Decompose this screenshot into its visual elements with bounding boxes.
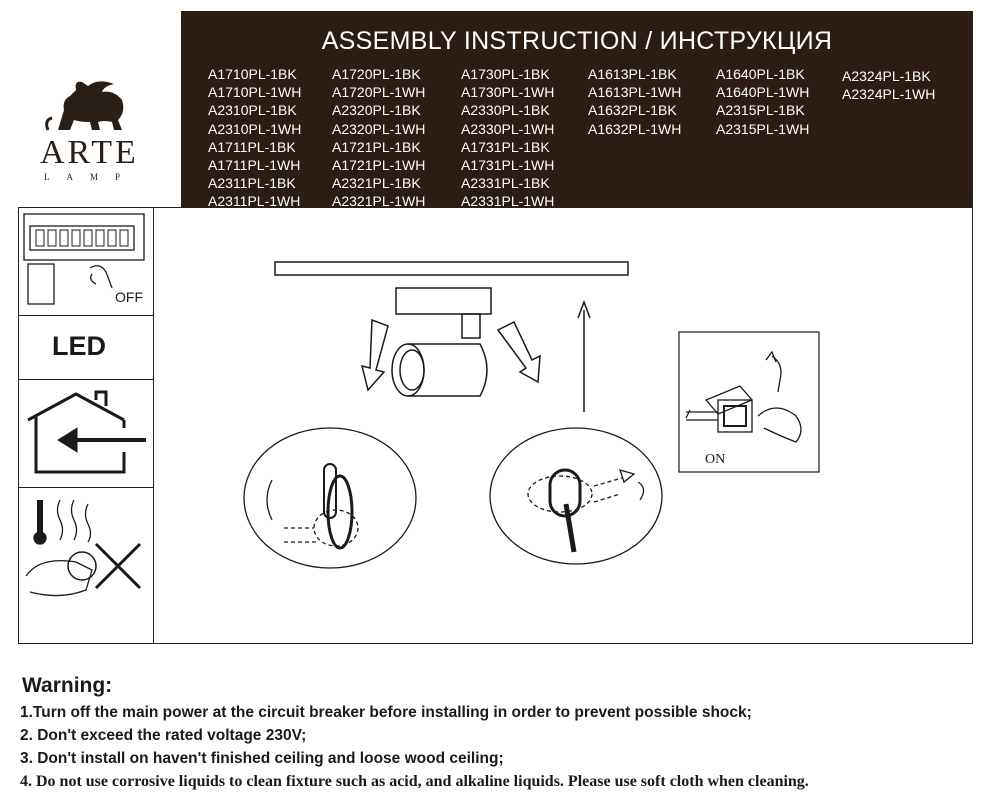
led-label: LED xyxy=(52,331,106,361)
model-code: A2321PL-1WH xyxy=(332,193,426,210)
model-code: A1720PL-1WH xyxy=(332,84,426,101)
brand-subtitle: LAMP xyxy=(44,172,138,182)
model-code: A1731PL-1WH xyxy=(461,157,555,174)
model-code: A2321PL-1BK xyxy=(332,175,421,192)
model-code: A2320PL-1BK xyxy=(332,102,421,119)
model-code: A2311PL-1WH xyxy=(208,193,301,210)
model-code: A1710PL-1BK xyxy=(208,66,297,82)
detail-circle-right xyxy=(490,428,662,564)
model-code: A1720PL-1BK xyxy=(332,66,421,82)
detail-circle-left xyxy=(244,428,416,568)
model-code: A1711PL-1WH xyxy=(208,157,301,174)
house-indoor-icon xyxy=(28,392,146,472)
circuit-breaker-icon xyxy=(24,214,144,304)
ceiling-plate xyxy=(275,262,628,275)
model-code: A1721PL-1WH xyxy=(332,157,426,174)
spotlight-fixture-drawing xyxy=(362,288,590,412)
warning-title: Warning: xyxy=(22,674,113,697)
model-code: A2330PL-1BK xyxy=(461,102,550,119)
model-code: A1721PL-1BK xyxy=(332,138,421,155)
on-label: ON xyxy=(705,452,726,467)
model-code: A1730PL-1BK xyxy=(461,66,550,82)
model-code: A2331PL-1BK xyxy=(461,175,550,192)
model-code: A2310PL-1WH xyxy=(208,120,302,137)
warning-item-4: 4. Do not use corrosive liquids to clean fixture such as acid, and alkaline liquids. Please use soft cloth when cleaning. xyxy=(20,773,809,790)
model-code: A1730PL-1WH xyxy=(461,84,555,101)
model-code: A2315PL-1WH xyxy=(716,120,810,137)
model-code: A1731PL-1BK xyxy=(461,138,550,155)
brand-name: ARTE xyxy=(40,134,139,171)
warning-item-3: 3. Don't install on haven't finished ceiling and loose wood ceiling; xyxy=(20,750,504,767)
model-code: A2324PL-1WH xyxy=(842,86,936,103)
model-code: A1632PL-1WH xyxy=(588,120,682,137)
wall-switch-drawing xyxy=(679,332,819,472)
model-code: A2320PL-1WH xyxy=(332,120,426,137)
model-code: A1640PL-1BK xyxy=(716,66,805,82)
model-code: A2324PL-1BK xyxy=(842,68,931,84)
model-code: A1613PL-1WH xyxy=(588,84,682,101)
page-title: ASSEMBLY INSTRUCTION / ИНСТРУКЦИЯ xyxy=(321,27,833,55)
model-code: A1632PL-1BK xyxy=(588,102,677,119)
model-code: A2311PL-1BK xyxy=(208,175,296,192)
off-label: OFF xyxy=(115,289,143,305)
model-code: A1710PL-1WH xyxy=(208,84,302,101)
model-code: A2315PL-1BK xyxy=(716,102,805,119)
hot-surface-warning-icon xyxy=(26,500,140,596)
warning-item-1: 1.Turn off the main power at the circuit breaker before installing in order to prevent possible shock; xyxy=(20,704,752,721)
model-code: A1711PL-1BK xyxy=(208,138,296,155)
model-code: A1613PL-1BK xyxy=(588,66,677,82)
model-code: A2331PL-1WH xyxy=(461,193,555,210)
model-code: A2330PL-1WH xyxy=(461,120,555,137)
model-code: A1640PL-1WH xyxy=(716,84,810,101)
model-code: A2310PL-1BK xyxy=(208,102,297,119)
warning-item-2: 2. Don't exceed the rated voltage 230V; xyxy=(20,727,307,744)
